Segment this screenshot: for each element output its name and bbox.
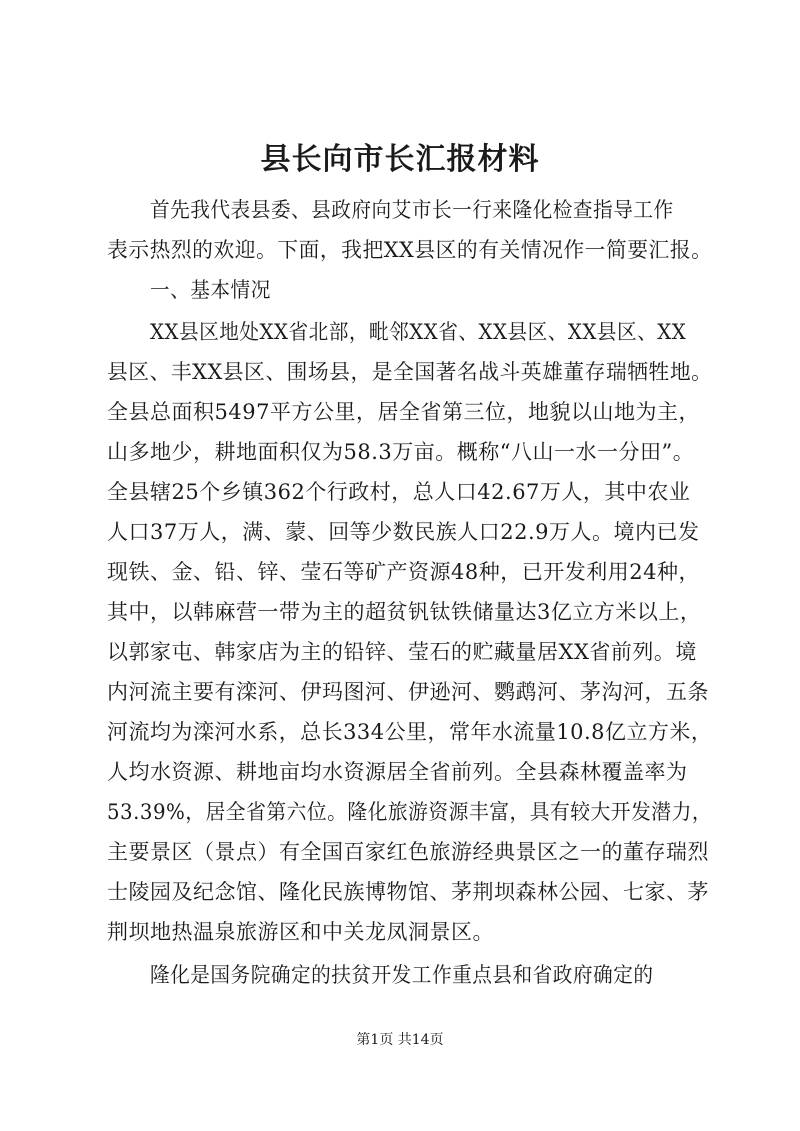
body-line: 主要景区（景点）有全国百家红色旅游经典景区之一的董存瑞烈 [107, 840, 709, 864]
body-line: 士陵园及纪念馆、隆化民族博物馆、茅荆坝森林公园、七家、茅 [107, 880, 709, 904]
page-title: 县长向市长汇报材料 [260, 142, 540, 177]
body-line: 表示热烈的欢迎。下面，我把XX县区的有关情况作一简要汇报。 [107, 238, 713, 262]
body-line: 以郭家屯、韩家店为主的铅锌、莹石的贮藏量居XX省前列。境 [107, 640, 697, 664]
body-line: 全县总面积5497平方公里，居全省第三位，地貌以山地为主， [107, 400, 700, 424]
body-line: 首先我代表县委、县政府向艾市长一行来隆化检查指导工作 [150, 198, 674, 222]
body-line: 县区、丰XX县区、围场县，是全国著名战斗英雄董存瑞牺牲地。 [107, 360, 713, 384]
body-line: 隆化是国务院确定的扶贫开发工作重点县和省政府确定的 [150, 963, 654, 987]
body-line: 全县辖25个乡镇362个行政村，总人口42.67万人，其中农业 [107, 480, 691, 504]
body-line: 现铁、金、铅、锌、莹石等矿产资源48种，已开发利用24种， [107, 560, 700, 584]
body-line: 人口37万人，满、蒙、回等少数民族人口22.9万人。境内已发 [107, 520, 700, 544]
section-heading: 一、基本情况 [150, 278, 271, 302]
body-line: 山多地少，耕地面积仅为58.3万亩。概称“八山一水一分田”。 [107, 440, 695, 464]
body-line: 53.39%，居全省第六位。隆化旅游资源丰富，具有较大开发潜力， [107, 800, 713, 824]
body-line: 荆坝地热温泉旅游区和中关龙凤洞景区。 [107, 920, 494, 944]
body-line: XX县区地处XX省北部，毗邻XX省、XX县区、XX县区、XX [150, 320, 687, 344]
page-footer: 第1页 共14页 [356, 1032, 444, 1048]
body-line: 人均水资源、耕地亩均水资源居全省前列。全县森林覆盖率为 [107, 760, 688, 784]
body-line: 河流均为滦河水系，总长334公里，常年水流量10.8亿立方米， [107, 720, 713, 744]
body-line: 内河流主要有滦河、伊玛图河、伊逊河、鹦鹉河、茅沟河，五条 [107, 680, 709, 704]
body-line: 其中，以韩麻营一带为主的超贫钒钛铁储量达3亿立方米以上， [107, 600, 702, 624]
